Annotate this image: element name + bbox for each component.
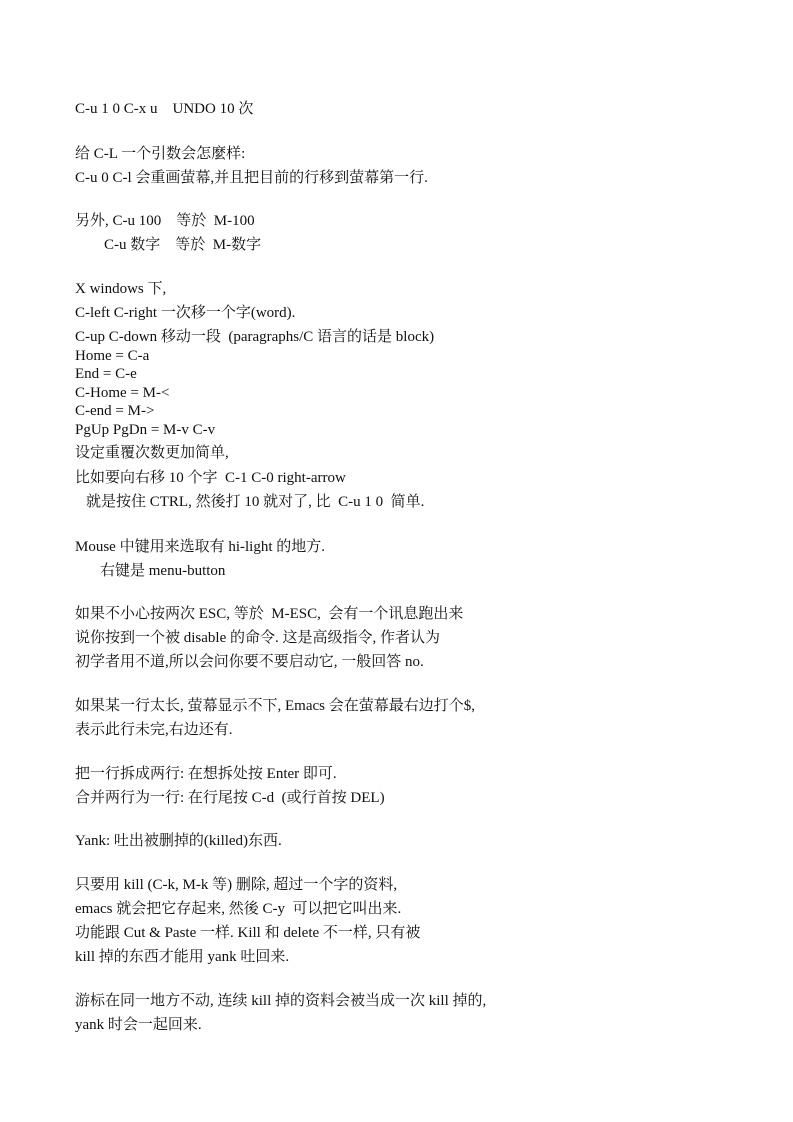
text-line: C-end = M-> (75, 403, 155, 419)
text-line: 初学者用不道,所以会问你要不要启动它, 一般回答 no. (75, 654, 424, 670)
text-line: 说你按到一个被 disable 的命令. 这是高级指令, 作者认为 (75, 630, 440, 646)
text-line: C-u 1 0 C-x u UNDO 10 次 (75, 101, 254, 117)
text-line: 表示此行未完,右边还有. (75, 722, 233, 738)
text-line: Mouse 中键用来选取有 hi-light 的地方. (75, 539, 325, 555)
text-line: Home = C-a (75, 348, 150, 364)
text-line: 就是按住 CTRL, 然後打 10 就对了, 比 C-u 1 0 简单. (86, 494, 425, 510)
text-line: C-up C-down 移动一段 (paragraphs/C 语言的话是 block) (75, 329, 435, 345)
text-line: 另外, C-u 100 等於 M-100 (75, 213, 255, 229)
text-line: 右键是 menu-button (100, 563, 226, 579)
text-line: kill 掉的东西才能用 yank 吐回来. (75, 949, 290, 965)
text-line: 功能跟 Cut & Paste 一样. Kill 和 delete 不一样, 只有被 (75, 925, 421, 941)
text-line: 游标在同一地方不动, 连续 kill 掉的资料会被当成一次 kill 掉的, (75, 993, 487, 1009)
text-line: 设定重覆次数更加简单, (75, 445, 229, 461)
text-line: 比如要向右移 10 个字 C-1 C-0 right-arrow (75, 470, 346, 486)
text-line: PgUp PgDn = M-v C-v (75, 422, 216, 438)
text-line: 合并两行为一行: 在行尾按 C-d (或行首按 DEL) (75, 790, 385, 806)
text-line: yank 时会一起回来. (75, 1017, 202, 1033)
text-line: 把一行拆成两行: 在想拆处按 Enter 即可. (75, 766, 337, 782)
text-line: 如果某一行太长, 萤幕显示不下, Emacs 会在萤幕最右边打个$, (75, 698, 475, 714)
text-line: 只要用 kill (C-k, M-k 等) 删除, 超过一个字的资料, (75, 877, 398, 893)
text-line: C-u 0 C-l 会重画萤幕,并且把目前的行移到萤幕第一行. (75, 170, 428, 186)
text-line: End = C-e (75, 366, 137, 382)
text-line: 给 C-L 一个引数会怎麼样: (75, 146, 246, 162)
text-line: emacs 就会把它存起来, 然後 C-y 可以把它叫出来. (75, 901, 402, 917)
text-line: C-Home = M-< (75, 385, 170, 401)
text-line: 如果不小心按两次 ESC, 等於 M-ESC, 会有一个讯息跑出来 (75, 606, 464, 622)
text-line: C-u 数字 等於 M-数字 (104, 237, 262, 253)
text-line: X windows 下, (75, 281, 167, 297)
text-line: C-left C-right 一次移一个字(word). (75, 305, 296, 321)
text-line: Yank: 吐出被删掉的(killed)东西. (75, 833, 282, 849)
